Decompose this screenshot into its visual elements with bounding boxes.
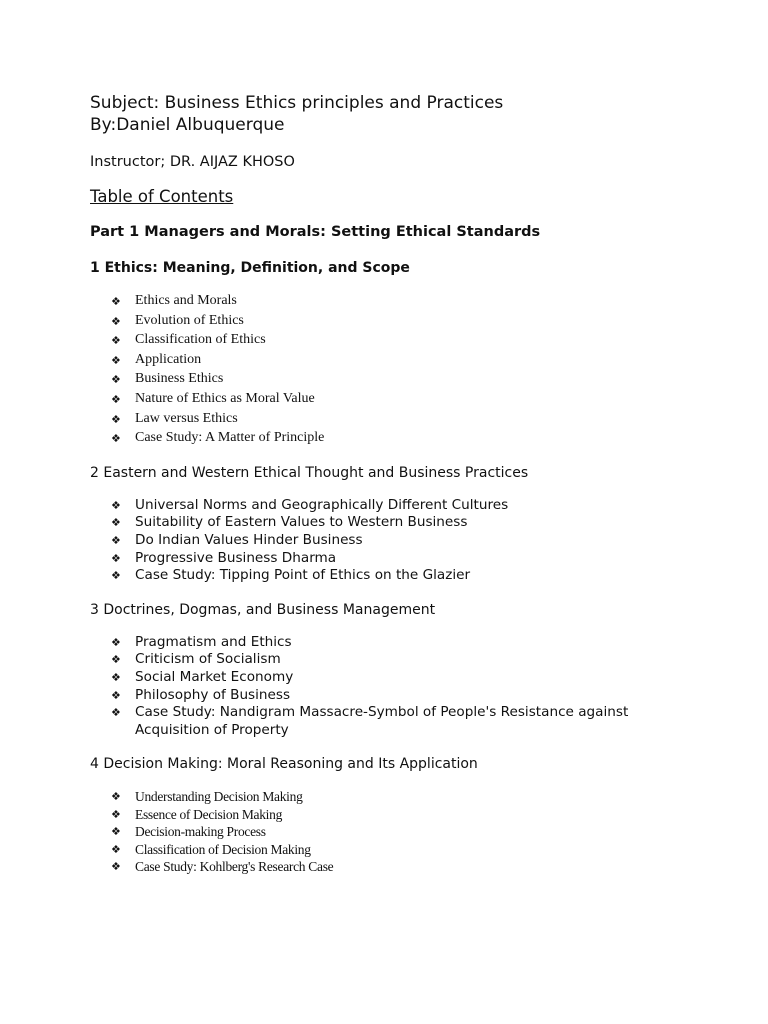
list-item: ❖ Classification of Decision Making — [111, 841, 311, 857]
chapter-3-list — [90, 634, 730, 740]
list-item: ❖ Criticism of Socialism — [111, 651, 281, 668]
list-item: ❖ Case Study: Tipping Point of Ethics on the Glazier — [111, 567, 471, 584]
diamond-bullet-icon: ❖ — [111, 353, 121, 367]
chapter-4-list — [90, 788, 730, 875]
diamond-bullet-icon: ❖ — [111, 842, 121, 856]
diamond-bullet-icon: ❖ — [111, 635, 121, 649]
diamond-bullet-icon: ❖ — [111, 373, 121, 387]
instructor-line: Instructor; DR. AIJAZ KHOSO — [90, 154, 295, 170]
chapter-4-title: 4 Decision Making: Moral Reasoning and Its Application — [90, 756, 478, 773]
diamond-bullet-icon: ❖ — [111, 790, 121, 804]
diamond-bullet-icon: ❖ — [111, 688, 121, 702]
chapter-1-title: 1 Ethics: Meaning, Definition, and Scope — [90, 260, 410, 276]
chapter-3-title: 3 Doctrines, Dogmas, and Business Management — [90, 601, 436, 618]
list-item: ❖ Essence of Decision Making — [111, 806, 283, 822]
list-item: ❖ Decision-making Process — [111, 824, 266, 840]
diamond-bullet-icon: ❖ — [111, 670, 121, 684]
diamond-bullet-icon: ❖ — [111, 392, 121, 406]
list-item: ❖ Law versus Ethics — [90, 409, 730, 429]
list-item: ❖ Nature of Ethics as Moral Value — [90, 389, 730, 409]
list-item: ❖ Universal Norms and Geographically Different Cultures — [111, 496, 509, 513]
list-item: ❖ Business Ethics — [90, 369, 730, 389]
list-item: ❖ Ethics and Morals — [90, 291, 730, 311]
list-item: ❖ Case Study: Kohlberg's Research Case — [111, 858, 334, 874]
list-item: ❖ Classification of Ethics — [90, 330, 730, 350]
diamond-bullet-icon: ❖ — [111, 412, 121, 426]
part-1-heading: Part 1 Managers and Morals: Setting Ethical Standards — [90, 224, 541, 240]
list-item: ❖ Understanding Decision Making — [111, 789, 303, 805]
diamond-bullet-icon: ❖ — [111, 807, 121, 821]
list-item: ❖ Evolution of Ethics — [90, 311, 730, 331]
list-item: ❖ Pragmatism and Ethics — [111, 633, 292, 650]
diamond-bullet-icon: ❖ — [111, 516, 121, 530]
list-item: ❖ Progressive Business Dharma — [111, 549, 337, 566]
diamond-bullet-icon: ❖ — [111, 706, 121, 720]
list-item: ❖ Case Study: A Matter of Principle — [90, 428, 730, 448]
chapter-1-list — [90, 291, 730, 448]
diamond-bullet-icon: ❖ — [111, 498, 121, 512]
list-item: ❖ Application — [90, 350, 730, 370]
subject-line: Subject: Business Ethics principles and Practices — [90, 93, 504, 113]
list-item: ❖ Do Indian Values Hinder Business — [111, 531, 363, 548]
list-item: ❖ Suitability of Eastern Values to Western Business — [111, 514, 468, 531]
diamond-bullet-icon: ❖ — [111, 569, 121, 583]
list-item-continuation: Acquisition of Property — [135, 721, 289, 738]
diamond-bullet-icon: ❖ — [111, 295, 121, 308]
list-item: ❖ Case Study: Nandigram Massacre-Symbol of People's Resistance against — [111, 704, 629, 721]
diamond-bullet-icon: ❖ — [111, 653, 121, 667]
chapter-2-list — [90, 497, 730, 585]
chapter-2-title: 2 Eastern and Western Ethical Thought and Business Practices — [90, 464, 529, 481]
diamond-bullet-icon: ❖ — [111, 551, 121, 565]
diamond-bullet-icon: ❖ — [111, 859, 121, 873]
diamond-bullet-icon: ❖ — [111, 533, 121, 547]
list-item: ❖ Philosophy of Business — [111, 686, 291, 703]
diamond-bullet-icon: ❖ — [111, 334, 121, 348]
list-item: ❖ Social Market Economy — [111, 668, 294, 685]
table-of-contents-heading: Table of Contents — [90, 187, 234, 206]
diamond-bullet-icon: ❖ — [111, 432, 121, 446]
document-page — [90, 92, 730, 875]
diamond-bullet-icon: ❖ — [111, 825, 121, 839]
diamond-bullet-icon: ❖ — [111, 314, 121, 328]
author-line: By:Daniel Albuquerque — [90, 115, 285, 135]
